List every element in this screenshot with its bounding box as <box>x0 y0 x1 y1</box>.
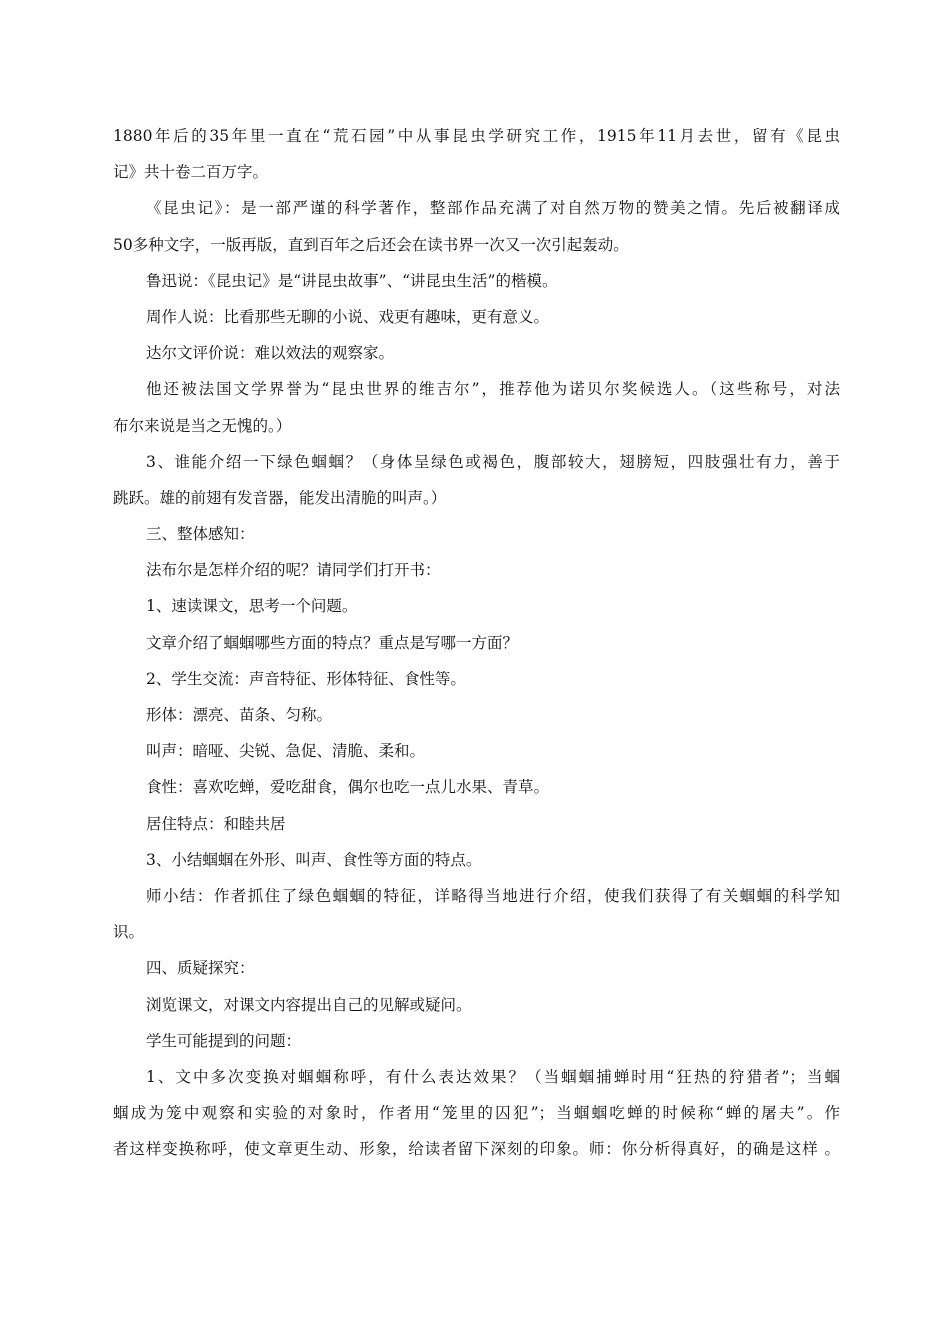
document-body <box>113 118 840 1167</box>
text-line: 文章介绍了蝈蝈哪些方面的特点？重点是写哪一方面？ <box>146 633 519 652</box>
text-line: 跳跃。雄的前翅有发音器，能发出清脆的叫声。） <box>113 488 447 507</box>
text-line: 1、文中多次变换对蝈蝈称呼，有什么表达效果？（当蝈蝈捕蝉时用“狂热的狩猎者”；当蝈 <box>146 1067 840 1086</box>
text-line: 居住特点：和睦共居 <box>146 814 286 833</box>
text-line: 1880年后的35年里一直在“荒石园”中从事昆虫学研究工作，1915年11月去世，留有《昆虫 <box>113 127 840 145</box>
text-line: 叫声：暗哑、尖锐、急促、清脆、柔和。 <box>146 742 426 761</box>
text-line: 他还被法国文学界誉为“昆虫世界的维吉尔”，推荐他为诺贝尔奖候选人。（这些称号，对法 <box>146 380 840 399</box>
text-line: 2、学生交流：声音特征、形体特征、食性等。 <box>146 669 466 688</box>
text-line: 四、质疑探究： <box>146 959 255 978</box>
text-line: 三、整体感知： <box>146 525 255 544</box>
text-line: 记》共十卷二百万字。 <box>113 163 269 182</box>
text-line: 达尔文评价说：难以效法的观察家。 <box>146 344 395 363</box>
text-line: 鲁迅说：《昆虫记》是“讲昆虫故事”、“讲昆虫生活”的楷模。 <box>146 271 558 290</box>
text-line: 50多种文字，一版再版，直到百年之后还会在读书界一次又一次引起轰动。 <box>113 235 629 254</box>
text-line: 蝈成为笼中观察和实验的对象时，作者用“笼里的囚犯”；当蝈蝈吃蝉的时候称“蝉的屠夫”。作 <box>113 1104 840 1123</box>
text-line: 识。 <box>113 923 145 942</box>
text-line: 1、速读课文，思考一个问题。 <box>146 597 358 616</box>
text-line: 浏览课文，对课文内容提出自己的见解或疑问。 <box>146 995 472 1014</box>
text-line: 3、谁能介绍一下绿色蝈蝈？（身体呈绿色或褐色，腹部较大，翅膀短，四肢强壮有力，善于 <box>146 452 840 471</box>
text-line: 者这样变换称呼，使文章更生动、形象，给读者留下深刻的印象。师：你分析得真好，的确是这样 。 <box>113 1140 840 1159</box>
text-line: 形体：漂亮、苗条、匀称。 <box>146 706 333 724</box>
text-line: 师小结：作者抓住了绿色蝈蝈的特征，详略得当地进行介绍，使我们获得了有关蝈蝈的科学知 <box>146 886 840 905</box>
text-line: 3、小结蝈蝈在外形、叫声、食性等方面的特点。 <box>146 850 482 869</box>
text-line: 法布尔是怎样介绍的呢？请同学们打开书： <box>146 561 441 580</box>
text-line: 学生可能提到的问题： <box>146 1031 302 1050</box>
text-line: 《昆虫记》：是一部严谨的科学著作，整部作品充满了对自然万物的赞美之情。先后被翻译成 <box>146 199 840 218</box>
text-line: 周作人说：比看那些无聊的小说、戏更有趣味，更有意义。 <box>146 307 550 326</box>
text-line: 食性：喜欢吃蝉，爱吃甜食，偶尔也吃一点儿水果、青草。 <box>146 778 550 797</box>
text-line: 布尔来说是当之无愧的。） <box>113 416 292 435</box>
